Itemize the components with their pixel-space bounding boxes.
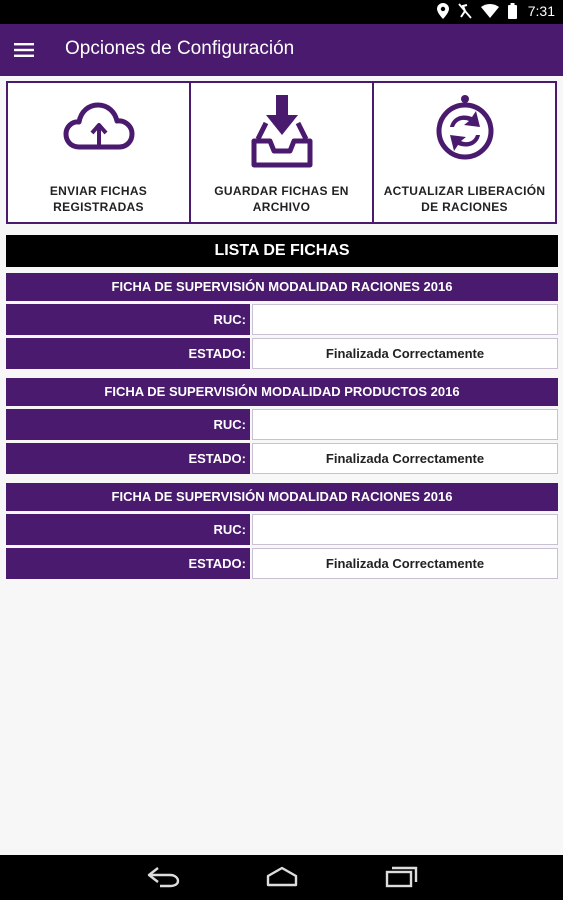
home-icon[interactable] xyxy=(264,866,300,888)
back-icon[interactable] xyxy=(146,866,180,888)
ruc-value xyxy=(252,409,558,440)
sync-icon xyxy=(432,93,498,165)
list-header: LISTA DE FICHAS xyxy=(6,235,558,267)
recent-apps-icon[interactable] xyxy=(384,866,418,888)
send-fichas-button[interactable] xyxy=(8,83,189,222)
status-icons xyxy=(437,3,555,19)
ruc-row xyxy=(6,514,558,545)
update-liberacion-label: ACTUALIZAR LIBERACIÓN DE RACIONES xyxy=(383,184,546,214)
tray-download-icon xyxy=(250,93,314,169)
update-liberacion-button[interactable] xyxy=(372,83,555,222)
ficha-item[interactable] xyxy=(6,483,558,579)
send-fichas-label: ENVIAR FICHAS REGISTRADAS xyxy=(49,184,148,214)
navigation-bar xyxy=(0,855,563,900)
ruc-row xyxy=(6,409,558,440)
estado-value: Finalizada Correctamente xyxy=(252,338,558,369)
battery-icon xyxy=(508,3,517,19)
hamburger-menu-icon xyxy=(14,43,34,57)
estado-row xyxy=(6,443,558,474)
ruc-value xyxy=(252,304,558,335)
cloud-upload-icon xyxy=(63,97,135,157)
save-fichas-label: GUARDAR FICHAS EN ARCHIVO xyxy=(214,184,349,214)
ficha-title: FICHA DE SUPERVISIÓN MODALIDAD RACIONES 2016 xyxy=(6,273,558,301)
estado-value: Finalizada Correctamente xyxy=(252,548,558,579)
location-icon xyxy=(437,3,449,19)
estado-value: Finalizada Correctamente xyxy=(252,443,558,474)
ficha-item[interactable] xyxy=(6,273,558,369)
ruc-value xyxy=(252,514,558,545)
ruc-row xyxy=(6,304,558,335)
no-sync-icon xyxy=(458,3,472,19)
estado-label: ESTADO: xyxy=(6,548,250,579)
status-bar xyxy=(0,0,563,24)
app-bar xyxy=(0,24,563,76)
wifi-icon xyxy=(481,4,499,18)
menu-button[interactable] xyxy=(14,36,56,64)
ficha-title: FICHA DE SUPERVISIÓN MODALIDAD PRODUCTOS 2016 xyxy=(6,378,558,406)
app-title: Opciones de Configuración xyxy=(65,38,295,59)
estado-row xyxy=(6,338,558,369)
ruc-label: RUC: xyxy=(6,409,250,440)
ficha-title: FICHA DE SUPERVISIÓN MODALIDAD RACIONES 2016 xyxy=(6,483,558,511)
estado-row xyxy=(6,548,558,579)
ruc-label: RUC: xyxy=(6,304,250,335)
status-time: 7:31 xyxy=(527,3,555,19)
estado-label: ESTADO: xyxy=(6,443,250,474)
estado-label: ESTADO: xyxy=(6,338,250,369)
ruc-label: RUC: xyxy=(6,514,250,545)
save-fichas-button[interactable] xyxy=(189,83,372,222)
action-cards xyxy=(6,81,557,224)
ficha-item[interactable] xyxy=(6,378,558,474)
